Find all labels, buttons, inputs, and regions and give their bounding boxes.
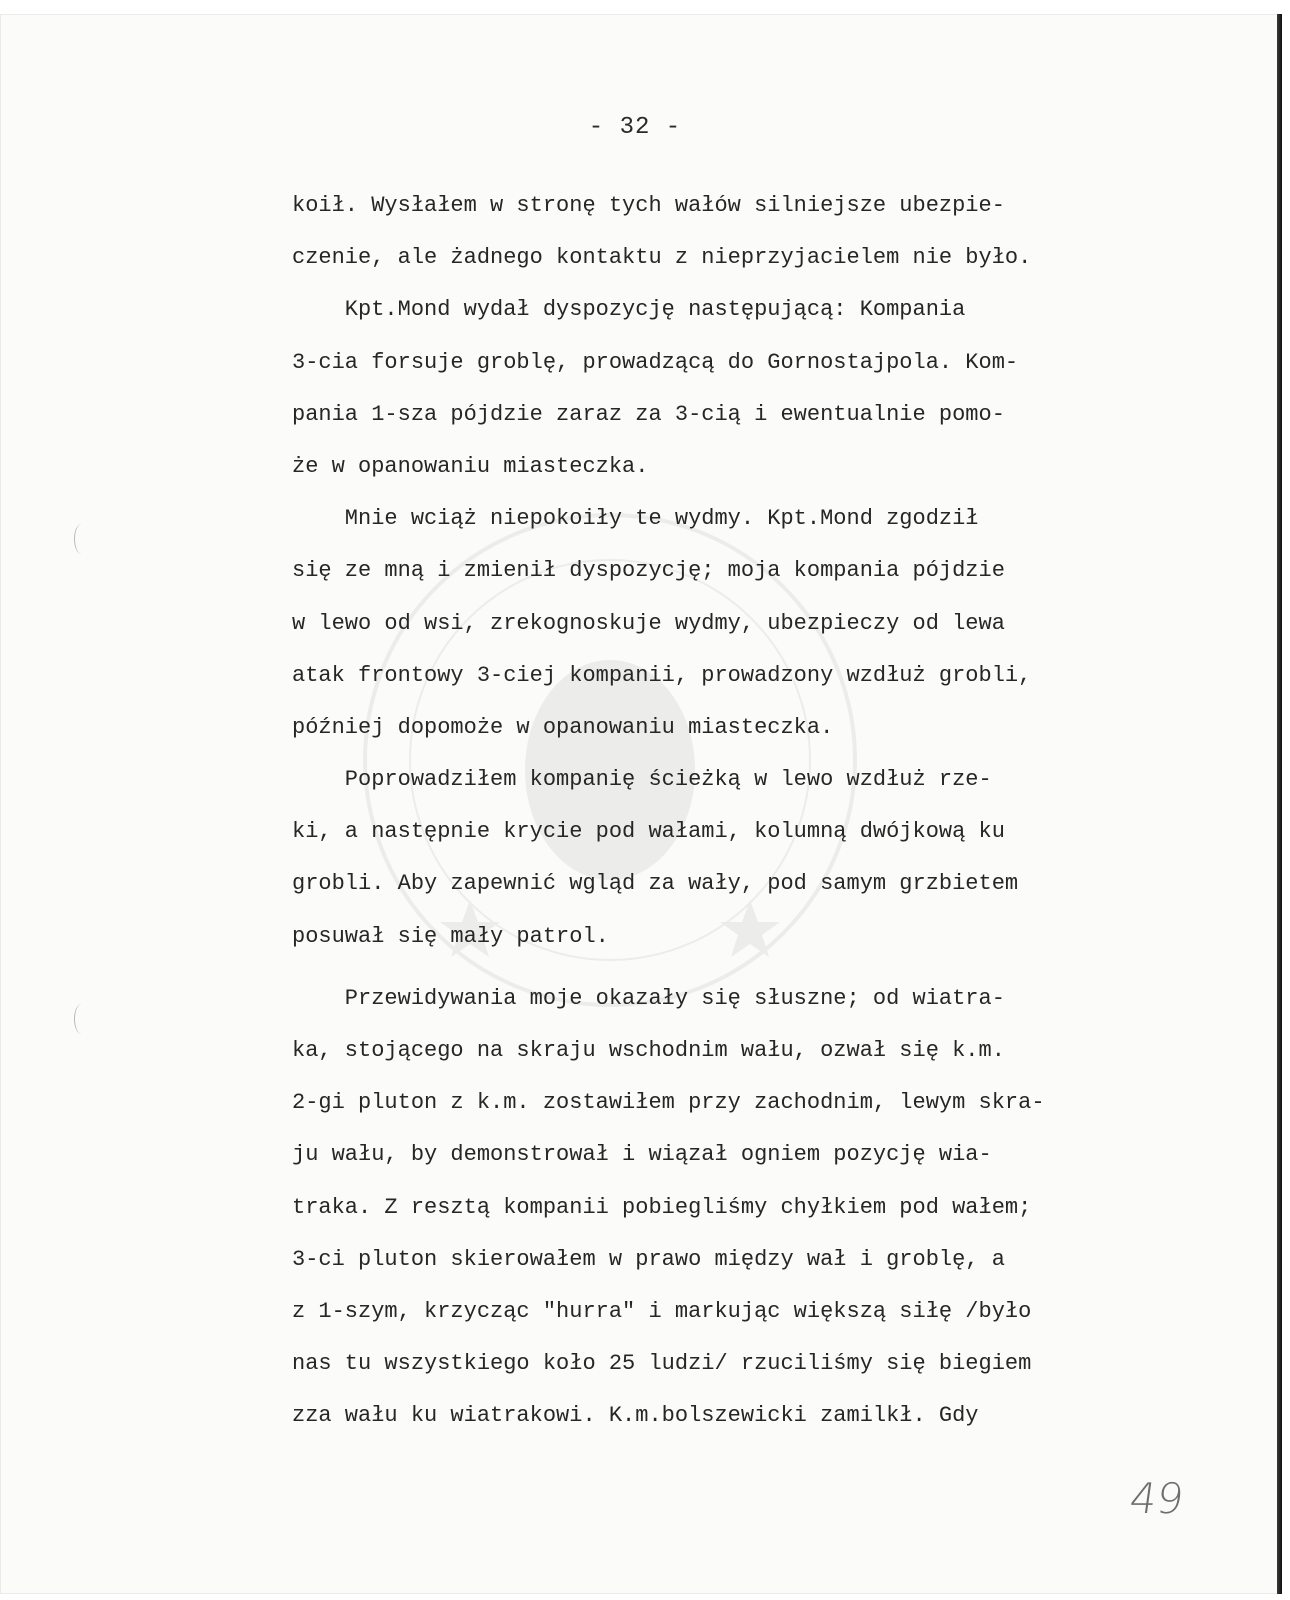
text-line: posuwał się mały patrol.: [292, 923, 609, 949]
text-line: Mnie wciąż niepokoiły te wydmy. Kpt.Mond zgodził: [292, 506, 979, 532]
text-line: 3-cia forsuje groblę, prowadzącą do Gornostajpola. Kom-: [292, 349, 1019, 375]
text-line: ju wału, by demonstrował i wiązał ogniem pozycję wia-: [292, 1142, 992, 1168]
page-edge-shadow: [1277, 14, 1282, 1594]
text-line: Poprowadziłem kompanię ścieżką w lewo wzdłuż rze-: [292, 767, 992, 793]
text-line: ki, a następnie krycie pod wałami, kolumną dwójkową ku: [292, 819, 1005, 845]
text-line: koił. Wysłałem w stronę tych wałów silniejsze ubezpie-: [292, 193, 1005, 218]
text-line: nas tu wszystkiego koło 25 ludzi/ rzuciliśmy się biegiem: [292, 1351, 1032, 1377]
text-line: traka. Z resztą kompanii pobiegliśmy chyłkiem pod wałem;: [292, 1194, 1032, 1220]
text-line: z 1-szym, krzycząc "hurra" i markując większą siłę /było: [292, 1298, 1032, 1324]
text-line: że w opanowaniu miasteczka.: [292, 453, 649, 479]
text-line: czenie, ale żadnego kontaktu z nieprzyjacielem nie było.: [292, 245, 1032, 271]
text-line: 3-ci pluton skierowałem w prawo między wał i groblę, a: [292, 1246, 1005, 1272]
text-line: 2-gi pluton z k.m. zostawiłem przy zachodnim, lewym skra-: [292, 1090, 1045, 1116]
text-line: się ze mną i zmienił dyspozycję; moja kompania pójdzie: [292, 558, 1005, 584]
text-line: Przewidywania moje okazały się słuszne; od wiatra-: [292, 985, 1005, 1011]
page-number: - 32 -: [588, 114, 682, 141]
text-line: w lewo od wsi, zrekognoskuje wydmy, ubezpieczy od lewa: [292, 610, 1005, 636]
punch-hole-mark: [74, 1004, 89, 1034]
typed-body-text: [292, 186, 1192, 1449]
handwritten-page-number: 49: [1126, 1474, 1187, 1523]
text-line: zza wału ku wiatrakowi. K.m.bolszewicki zamilkł. Gdy: [292, 1403, 979, 1429]
text-line: Kpt.Mond wydał dyspozycję następującą: Kompania: [292, 297, 966, 323]
text-line: grobli. Aby zapewnić wgląd za wały, pod samym grzbietem: [292, 871, 1019, 897]
punch-hole-mark: [74, 524, 89, 554]
text-line: pania 1-sza pójdzie zaraz za 3-cią i ewentualnie pomo-: [292, 401, 1005, 427]
text-line: ka, stojącego na skraju wschodnim wału, ozwał się k.m.: [292, 1038, 1005, 1063]
text-line: atak frontowy 3-ciej kompanii, prowadzony wzdłuż grobli,: [292, 662, 1032, 688]
text-line: później dopomoże w opanowaniu miasteczka.: [292, 714, 834, 740]
